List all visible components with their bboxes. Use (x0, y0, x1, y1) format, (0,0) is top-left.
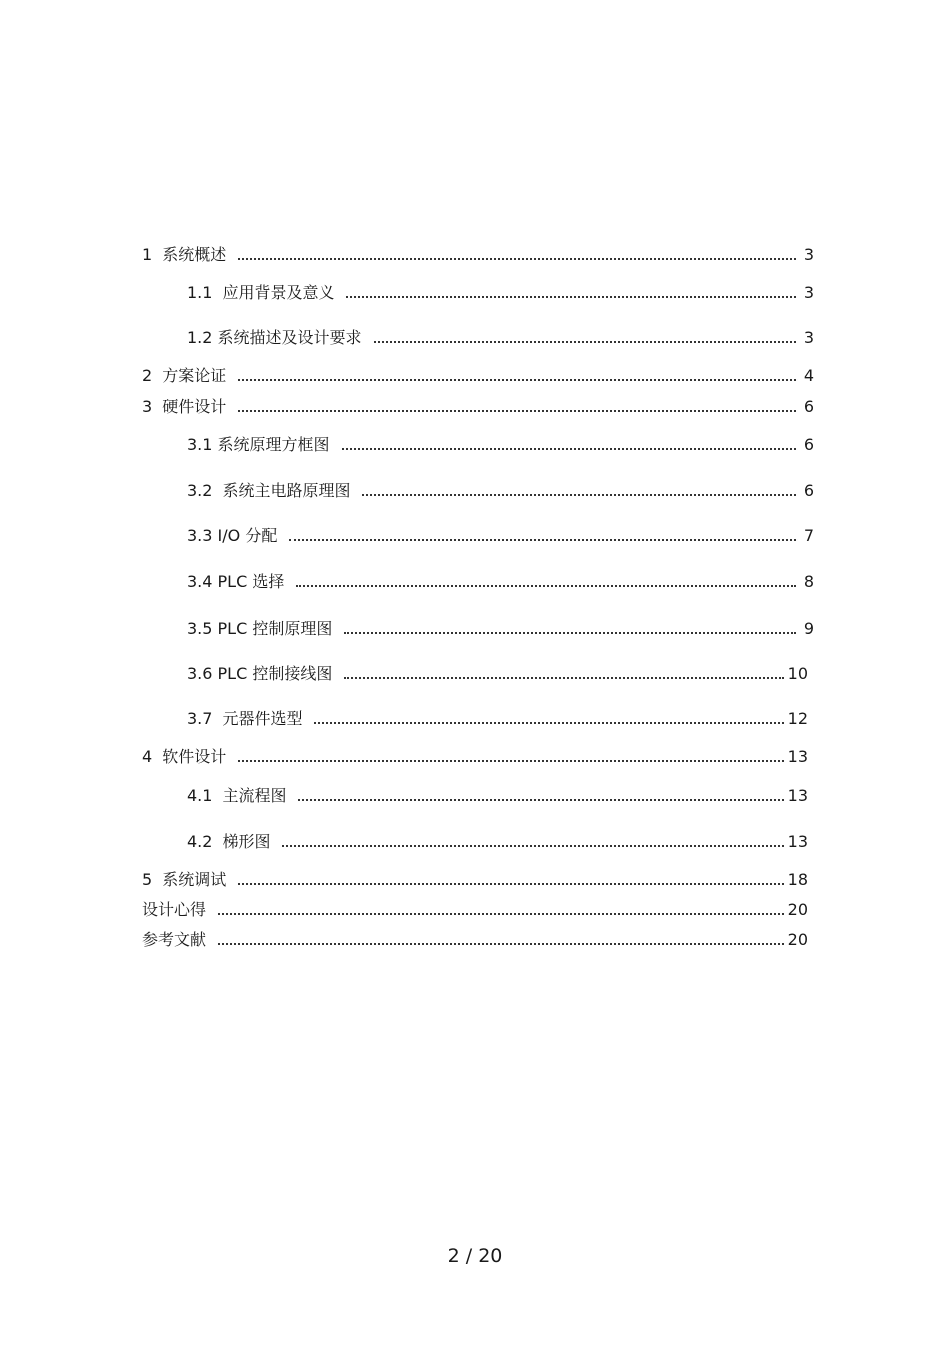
toc-entry-page: 18 (787, 870, 808, 889)
toc-entry-title: 应用背景及意义 (222, 283, 335, 302)
toc-entry-title: 3.5 PLC 控制原理图 (187, 619, 333, 638)
toc-entry[interactable] (187, 619, 814, 639)
toc-dot-leader (238, 373, 796, 381)
toc-entry-title: 元器件选型 (222, 709, 303, 728)
toc-entry[interactable] (187, 435, 814, 455)
toc-entry[interactable] (142, 870, 808, 890)
toc-entry-title: 参考文献 (142, 930, 207, 949)
toc-dot-leader (296, 579, 796, 587)
toc-entry[interactable] (187, 572, 814, 592)
toc-entry[interactable] (187, 709, 808, 729)
toc-entry-page: 6 (803, 435, 814, 454)
page-number: 2 / 20 (447, 1245, 503, 1267)
toc-dot-leader (346, 290, 796, 298)
toc-entry[interactable] (142, 366, 814, 386)
toc-entry-number: 4.2 (187, 832, 213, 851)
toc-dot-leader (289, 533, 796, 541)
toc-entry-page: 10 (787, 664, 808, 683)
toc-entry-title: 3.1 系统原理方框图 (187, 435, 330, 454)
toc-entry-title: 1.2 系统描述及设计要求 (187, 328, 362, 347)
toc-entry-title: 系统概述 (162, 245, 227, 264)
toc-dot-leader (344, 626, 796, 634)
toc-entry-title: 3.4 PLC 选择 (187, 572, 285, 591)
toc-entry-number: 1 (142, 245, 153, 264)
toc-entry-number: 4 (142, 747, 153, 766)
toc-entry-number: 3 (142, 397, 153, 416)
toc-entry-title: 系统主电路原理图 (222, 481, 351, 500)
toc-dot-leader (238, 404, 796, 412)
toc-dot-leader (218, 907, 784, 915)
toc-entry-page: 20 (787, 900, 808, 919)
toc-dot-leader (218, 937, 784, 945)
toc-entry-page: 7 (803, 526, 814, 545)
toc-entry[interactable] (187, 664, 808, 684)
toc-entry[interactable] (187, 832, 808, 852)
toc-dot-leader (238, 877, 783, 885)
toc-entry-title: 硬件设计 (162, 397, 227, 416)
toc-entry-title: 方案论证 (162, 366, 227, 385)
toc-entry-page: 13 (787, 786, 808, 805)
toc-entry-title: 3.6 PLC 控制接线图 (187, 664, 333, 683)
toc-entry-page: 12 (787, 709, 808, 728)
toc-entry[interactable] (187, 481, 814, 501)
toc-dot-leader (362, 488, 796, 496)
toc-entry[interactable] (142, 397, 814, 417)
toc-entry[interactable] (142, 900, 808, 920)
toc-entry-title: 软件设计 (162, 747, 227, 766)
toc-dot-leader (282, 839, 783, 847)
toc-entry-page: 13 (787, 832, 808, 851)
toc-entry-number: 2 (142, 366, 153, 385)
toc-entry[interactable] (142, 747, 808, 767)
toc-entry[interactable] (187, 328, 814, 348)
toc-entry-number: 3.7 (187, 709, 213, 728)
toc-entry-page: 6 (803, 481, 814, 500)
toc-entry-title: 设计心得 (142, 900, 207, 919)
toc-entry-number: 1.1 (187, 283, 213, 302)
toc-entry-title: 主流程图 (222, 786, 287, 805)
toc-entry-number: 5 (142, 870, 153, 889)
toc-entry[interactable] (187, 526, 814, 546)
toc-dot-leader (344, 671, 783, 679)
toc-dot-leader (238, 252, 796, 260)
toc-entry-page: 8 (803, 572, 814, 591)
toc-entry-page: 6 (803, 397, 814, 416)
toc-entry-title: 梯形图 (222, 832, 271, 851)
toc-entry-page: 20 (787, 930, 808, 949)
toc-entry-page: 3 (803, 283, 814, 302)
toc-entry-page: 3 (803, 328, 814, 347)
toc-dot-leader (298, 793, 783, 801)
toc-entry-number: 4.1 (187, 786, 213, 805)
toc-entry-title: 3.3 I/O 分配 (187, 526, 278, 545)
toc-dot-leader (374, 335, 796, 343)
toc-dot-leader (342, 442, 796, 450)
toc-dot-leader (314, 716, 783, 724)
toc-entry[interactable] (142, 930, 808, 950)
toc-entry[interactable] (187, 786, 808, 806)
toc-entry-title: 系统调试 (162, 870, 227, 889)
toc-entry-page: 3 (803, 245, 814, 264)
toc-entry-page: 13 (787, 747, 808, 766)
toc-entry[interactable] (187, 283, 814, 303)
toc-entry-page: 4 (803, 366, 814, 385)
toc-entry-page: 9 (803, 619, 814, 638)
toc-dot-leader (238, 754, 783, 762)
toc-entry[interactable] (142, 245, 814, 265)
toc-entry-number: 3.2 (187, 481, 213, 500)
